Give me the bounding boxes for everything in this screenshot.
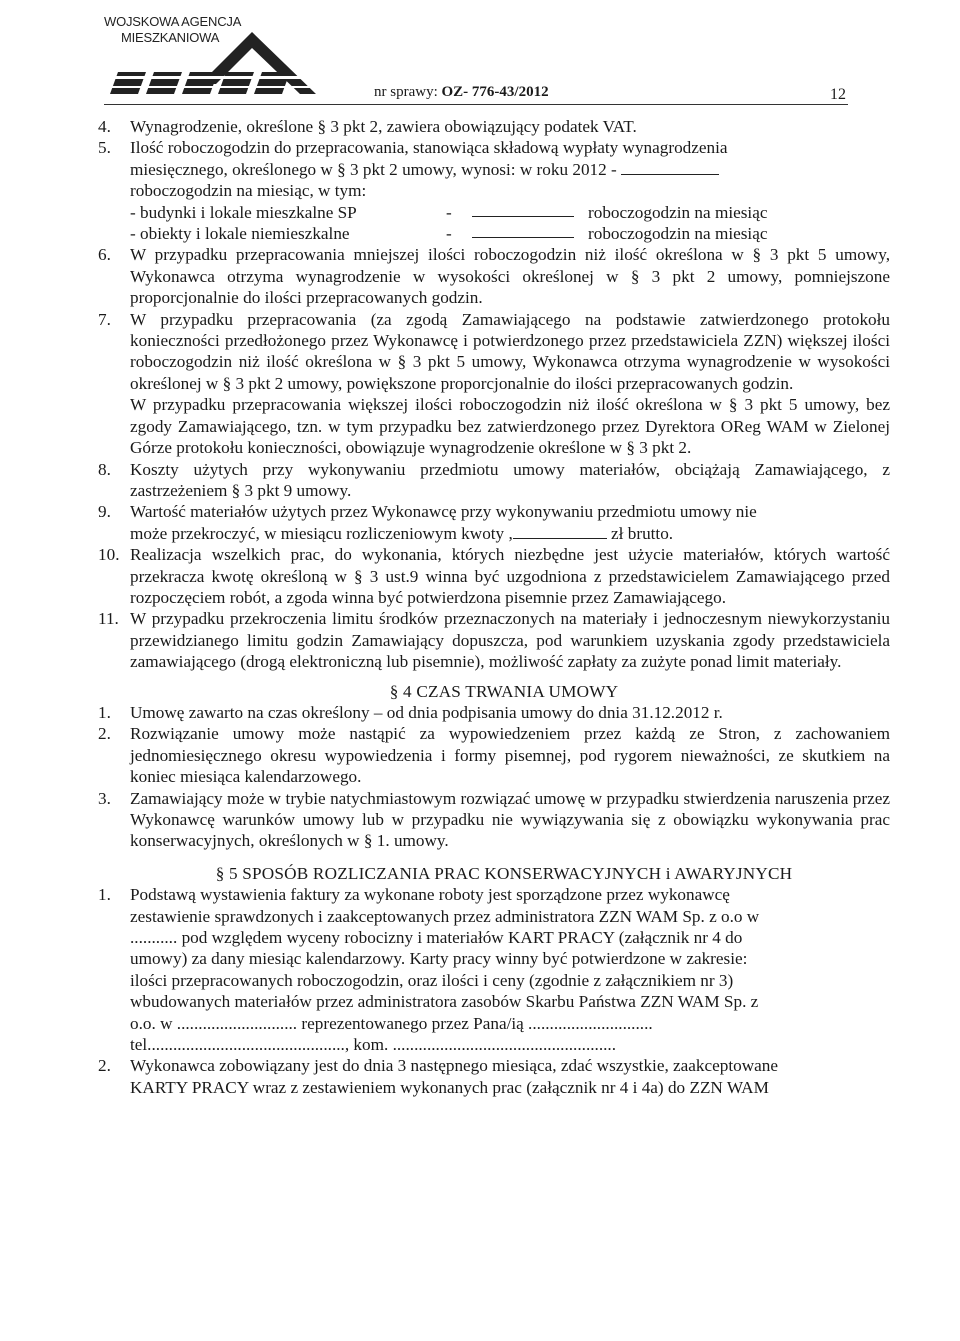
item-text: Zamawiający może w trybie natychmiastowym rozwiązać umowę w przypadku stwierdzenia naruszenia przez Wykonawcę warunków umowy lub w przypadku nie wywiązywania się z obowiązku wykonywania prac konserwacyjnych, określonych w § 1. umowy. <box>130 788 890 851</box>
item-text: zł brutto. <box>611 523 674 543</box>
item-number: 2. <box>98 724 111 744</box>
document-body <box>98 116 890 1098</box>
item-number: 4. <box>98 117 111 136</box>
item-number: 7. <box>98 309 111 329</box>
header-divider <box>104 104 848 105</box>
item-number: 10. <box>98 545 120 565</box>
item-number: 1. <box>98 885 111 905</box>
item-number: 5. <box>98 138 111 158</box>
item-number: 2. <box>98 1056 111 1076</box>
item-text: Wykonawca zobowiązany jest do dnia 3 następnego miesiąca, zdać wszystkie, zaakceptowane <box>130 1056 779 1076</box>
item-text: Ilość roboczogodzin do przepracowania, stanowiąca składową wypłaty wynagrodzenia <box>130 138 728 158</box>
logo-line-1: WOJSKOWA AGENCJA <box>104 14 242 29</box>
item-text: Rozwiązanie umowy może nastąpić za wypowiedzeniem przez każdą ze Stron, z zachowaniem jednomiesięcznego okresu wypowiedzenia i formy pisemnej, pod rygorem nieważności, ze skutkiem na koniec miesiąca kalendarzowego. <box>130 724 890 787</box>
sub-item-suffix: roboczogodzin na miesiąc <box>588 202 768 222</box>
item-text: ........... pod względem wyceny robocizny i materiałów KART PRACY (załącznik nr 4 do <box>130 928 743 948</box>
item-text: o.o. w ............................ reprezentowanego przez Pana/ią ............................. <box>130 1013 653 1033</box>
item-number: 9. <box>98 502 111 522</box>
item-number: 1. <box>98 702 111 722</box>
list-item <box>98 544 890 608</box>
sub-item-dash: - <box>446 202 452 222</box>
item-text: Koszty użytych przy wykonywaniu przedmiotu umowy materiałów, obciążają Zamawiającego, z zastrzeżeniem § 3 pkt 9 umowy. <box>130 459 890 500</box>
blank-field <box>472 202 574 217</box>
list-item <box>98 309 890 459</box>
item-text: tel.............................................., kom. .................................................... <box>130 1035 617 1055</box>
list-item <box>98 1055 890 1098</box>
item-text: umowy) za dany miesiąc kalendarzowy. Karty pracy winny być potwierdzone w zakresie: <box>130 949 748 969</box>
case-number <box>374 84 549 101</box>
list-item <box>98 608 890 672</box>
item-text: W przypadku przepracowania większej ilości roboczogodzin niż ilość określona w § 3 pkt 5 umowy, bez zgody Zamawiającego, tzn. w tym przypadku bez zatwierdzonego przez Dyrektora OReg WAM w Zielonej Górze protokołu konieczności, obowiązuje wynagrodzenie określone w § 3 pkt 2. <box>130 395 890 458</box>
list-item <box>98 723 890 787</box>
blank-field <box>472 223 574 238</box>
list-item <box>98 702 890 723</box>
item-number: 6. <box>98 245 111 265</box>
blank-field <box>621 160 719 175</box>
item-text: zestawienie sprawdzonych i zaakceptowanych przez administratora ZZN WAM Sp. z o.o w <box>130 906 760 926</box>
case-label: nr sprawy: <box>374 84 438 100</box>
item-text: Podstawą wystawienia faktury za wykonane roboty jest sporządzone przez wykonawcę <box>130 885 730 905</box>
sub-item-dash: - <box>446 224 452 244</box>
section-heading: § 5 SPOSÓB ROZLICZANIA PRAC KONSERWACYJNYCH i AWARYJNYCH <box>215 863 793 883</box>
case-value: OZ- 776-43/2012 <box>441 84 549 100</box>
agency-logo <box>104 14 324 98</box>
list-item <box>98 501 890 544</box>
sub-item <box>130 223 890 244</box>
list-item <box>98 459 890 502</box>
item-text: Wynagrodzenie, określone § 3 pkt 2, zawiera obowiązujący podatek VAT. <box>130 117 637 136</box>
item-text: Wartość materiałów użytych przez Wykonawcę przy wykonywaniu przedmiotu umowy nie <box>130 502 757 522</box>
sub-item-suffix: roboczogodzin na miesiąc <box>588 224 768 244</box>
item-text: roboczogodzin na miesiąc, w tym: <box>130 181 367 201</box>
item-text: W przypadku przepracowania (za zgodą Zamawiającego na podstawie zatwierdzonego protokołu konieczności przedłożonego przez Wykonawcę i potwierdzonego przez przedstawiciela ZZN) większej ilości roboczogodzin niż ilość określona w § 3 pkt 5 umowy, Wykonawca otrzyma wynagrodzenie w wysokości określonej w § 3 pkt 2 umowy, powiększone proporcjonalnie do ilości przepracowanych godzin. <box>130 309 890 393</box>
item-text: ilości przepracowanych roboczogodzin, oraz ilości i ceny (zgodnie z załącznikiem nr 3) <box>130 970 734 990</box>
sub-item-label: - obiekty i lokale niemieszkalne <box>130 224 350 244</box>
logo-text <box>104 14 241 46</box>
logo-line-2: MIESZKANIOWA <box>121 30 220 45</box>
list-item <box>98 137 890 244</box>
list-item <box>98 244 890 308</box>
sub-item-label: - budynki i lokale mieszkalne SP <box>130 202 357 222</box>
item-text: Umowę zawarto na czas określony – od dnia podpisania umowy do dnia 31.12.2012 r. <box>130 702 723 722</box>
item-number: 8. <box>98 459 111 479</box>
item-number: 3. <box>98 788 111 808</box>
list-item <box>98 788 890 852</box>
item-text: miesięcznego, określonego w § 3 pkt 2 umowy, wynosi: w roku 2012 - <box>130 159 617 179</box>
item-text: Realizacja wszelkich prac, do wykonania, których niezbędne jest użycie materiałów, których wartość przekracza kwotę określoną w § 3 ust.9 winna być uzgodniona z przedstawicielem Zamawiającego przed rozpoczęciem robót, a zgoda winna być potwierdzona pisemnie przez Zamawiającego. <box>130 545 890 607</box>
sub-item <box>130 202 890 223</box>
item-text: W przypadku przekroczenia limitu środków przeznaczonych na materiały i jednoczesnym niewykorzystaniu przewidzianego limitu godzin Zamawiający dopuszcza, pod warunkiem uzyskania zgody przedstawiciela zamawiającego (drogą elektroniczną lub pisemnie), możliwość zapłaty za zużyte ponad limit materiały. <box>130 609 890 672</box>
item-text: wbudowanych materiałów przez administratora zasobów Skarbu Państwa ZZN WAM Sp. z <box>130 992 759 1012</box>
item-text: W przypadku przepracowania mniejszej ilości roboczogodzin niż ilość określona w § 3 pkt 5 umowy, Wykonawca otrzyma wynagrodzenie w wysokości określonej w § 3 pkt 2 umowy, pomniejszone proporcjonalnie do ilości przepracowanych godzin. <box>130 245 890 308</box>
page-number: 12 <box>830 86 846 103</box>
item-text: KARTY PRACY wraz z zestawieniem wykonanych prac (załącznik nr 4 i 4a) do ZZN WAM <box>130 1077 769 1097</box>
list-item <box>98 116 890 137</box>
section-heading: § 4 CZAS TRWANIA UMOWY <box>389 681 619 701</box>
item-text: może przekroczyć, w miesiącu rozliczeniowym kwoty , <box>130 523 513 543</box>
list-item <box>98 884 890 1055</box>
blank-field <box>513 524 607 539</box>
item-number: 11. <box>98 609 119 629</box>
